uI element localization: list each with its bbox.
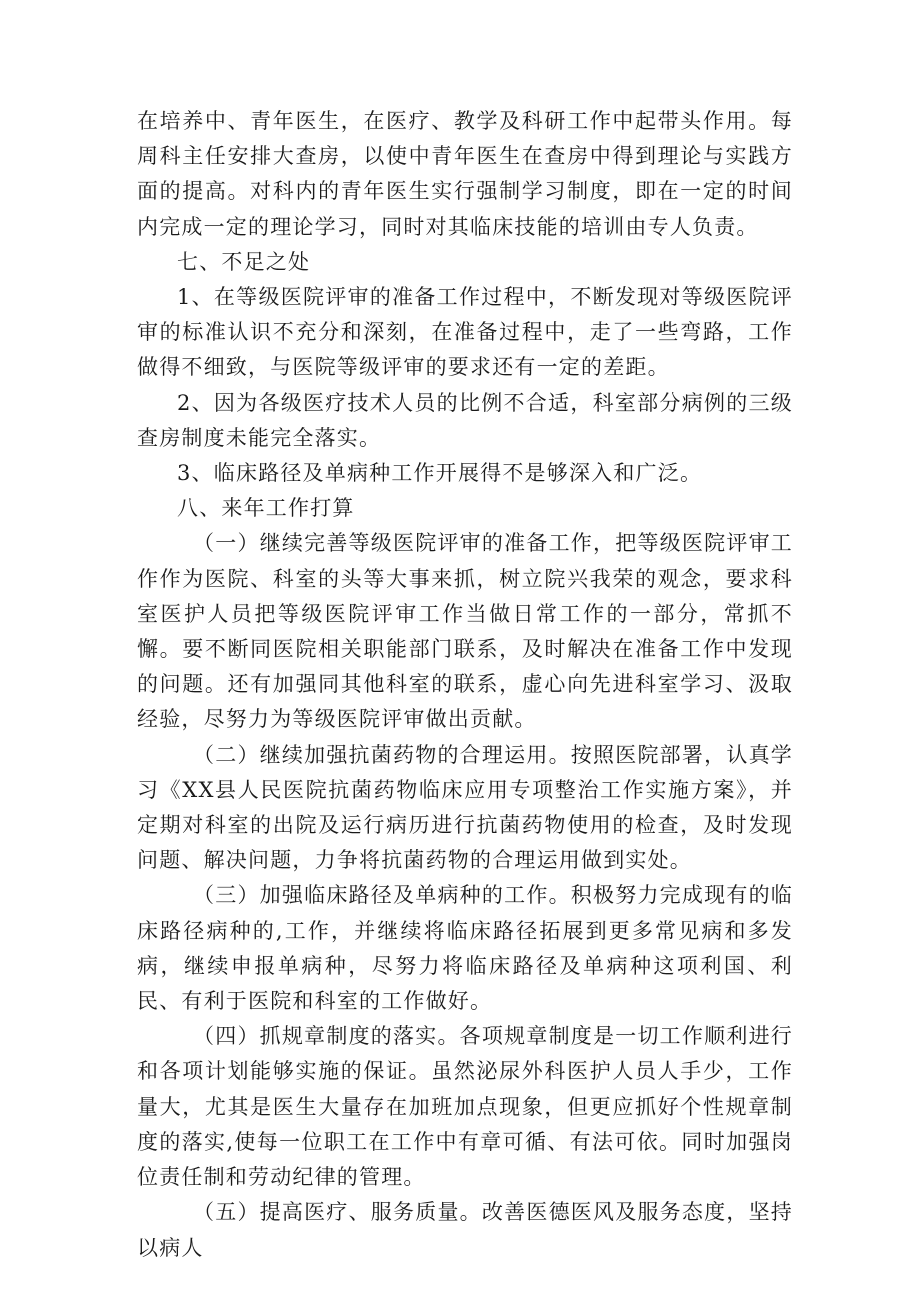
paragraph-plan-3: （三）加强临床路径及单病种的工作。积极努力完成现有的临床路径病种的,工作，并继续将临床路径拓展到更多常见病和多发病，继续申报单病种，尽努力将临床路径及单病种这项利国、利民、有利于医院和科室的工作做好。 xyxy=(137,883,793,1014)
paragraph-plan-1: （一）继续完善等级医院评审的准备工作，把等级医院评审工作作为医院、科室的头等大事来抓，树立院兴我荣的观念，要求科室医护人员把等级医院评审工作当做日常工作的一部分，常抓不懈。要不断同医院相关职能部门联系，及时解决在准备工作中发现的问题。还有加强同其他科室的联系，虚心向先进科室学习、汲取经验，尽努力为等级医院评审做出贡献。 xyxy=(137,531,793,732)
paragraph-shortcoming-3: 3、临床路径及单病种工作开展得不是够深入和广泛。 xyxy=(177,461,703,486)
document-page xyxy=(137,104,793,1266)
section-heading-shortcomings: 七、不足之处 xyxy=(177,249,311,274)
paragraph-plan-5: （五）提高医疗、服务质量。改善医德医风及服务态度，坚持以病人 xyxy=(137,1200,793,1260)
paragraph-continuation: 在培养中、青年医生，在医疗、教学及科研工作中起带头作用。每周科主任安排大查房，以使中青年医生在查房中得到理论与实践方面的提高。对科内的青年医生实行强制学习制度，即在一定的时间内完成一定的理论学习，同时对其临床技能的培训由专人负责。 xyxy=(137,109,793,239)
section-heading-next-year-plan: 八、来年工作打算 xyxy=(177,496,355,521)
paragraph-plan-2: （二）继续加强抗菌药物的合理运用。按照医院部署，认真学习《XX县人民医院抗菌药物临床应用专项整治工作实施方案》，并定期对科室的出院及运行病历进行抗菌药物使用的检查，及时发现问题、解决问题，力争将抗菌药物的合理运用做到实处。 xyxy=(137,742,793,873)
paragraph-plan-4: （四）抓规章制度的落实。各项规章制度是一切工作顺利进行和各项计划能够实施的保证。虽然泌尿外科医护人员人手少，工作量大，尤其是医生大量存在加班加点现象，但更应抓好个性规章制度的落实,使每一位职工在工作中有章可循、有法可依。同时加强岗位责任制和劳动纪律的管理。 xyxy=(137,1024,793,1190)
paragraph-shortcoming-1: 1、在等级医院评审的准备工作过程中，不断发现对等级医院评审的标准认识不充分和深刻，在准备过程中，走了一些弯路，工作做得不细致，与医院等级评审的要求还有一定的差距。 xyxy=(137,285,793,380)
paragraph-shortcoming-2: 2、因为各级医疗技术人员的比例不合适，科室部分病例的三级查房制度未能完全落实。 xyxy=(137,390,793,450)
